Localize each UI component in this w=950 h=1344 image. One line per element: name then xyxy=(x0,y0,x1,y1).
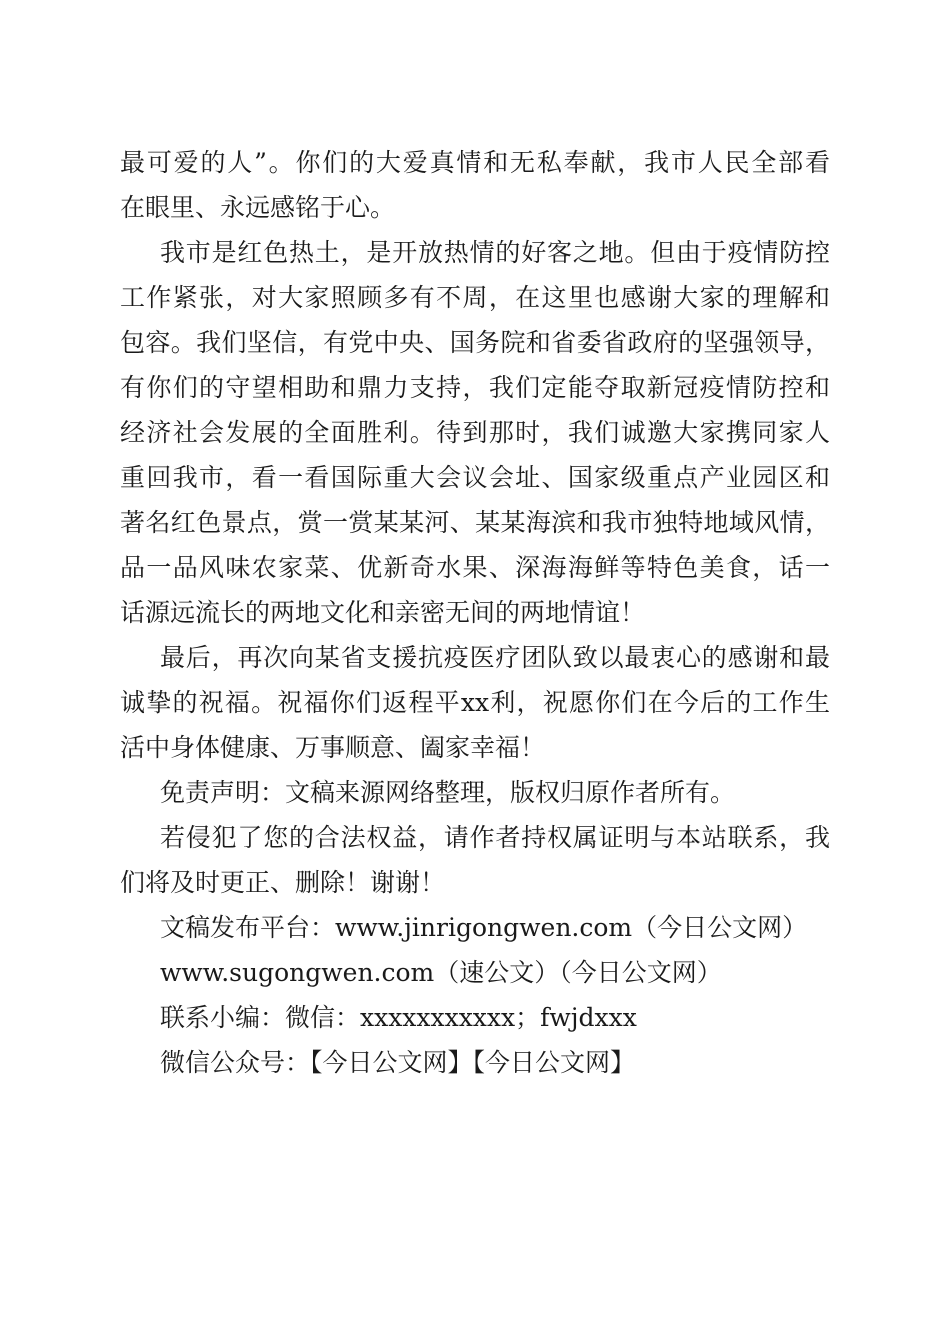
paragraph-3-line-3: 活中身体健康、万事顺意、阖家幸福！ xyxy=(120,733,546,762)
paragraph-2-line-9: 话源远流长的两地文化和亲密无间的两地情谊！ xyxy=(120,598,646,627)
paragraph-2-line-3: 包容。我们坚信，有党中央、国务院和省委省政府的坚强领导， xyxy=(120,328,830,357)
paragraph-2-line-6: 重回我市，看一看国际重大会议会址、国家级重点产业园区和 xyxy=(120,463,830,492)
paragraph-2-line-1: 我市是红色热土，是开放热情的好客之地。但由于疫情防控 xyxy=(160,238,830,267)
paragraph-1-line-2: 在眼里、永远感铭于心。 xyxy=(120,193,396,222)
notice-line-2: 们将及时更正、删除！谢谢！ xyxy=(120,868,446,897)
wechat-account-line: 微信公众号：【今日公文网】【今日公文网】 xyxy=(160,1048,636,1077)
paragraph-1-line-1: 最可爱的人”。你们的大爱真情和无私奉献，我市人民全部看 xyxy=(120,148,830,177)
paragraph-2-line-4: 有你们的守望相助和鼎力支持，我们定能夺取新冠疫情防控和 xyxy=(120,373,830,402)
paragraph-2-line-7: 著名红色景点，赏一赏某某河、某某海滨和我市独特地域风情， xyxy=(120,508,830,537)
platform-line: 文稿发布平台：www.jinrigongwen.com（今日公文网） xyxy=(160,913,808,942)
contact-line: 联系小编：微信：xxxxxxxxxxx；fwjdxxx xyxy=(160,1003,637,1032)
paragraph-2-line-2: 工作紧张，对大家照顾多有不周，在这里也感谢大家的理解和 xyxy=(120,283,830,312)
paragraph-2-line-8: 品一品风味农家菜、优新奇水果、深海海鲜等特色美食，话一 xyxy=(120,553,830,582)
paragraph-2-line-5: 经济社会发展的全面胜利。待到那时，我们诚邀大家携同家人 xyxy=(120,418,830,447)
website-line: www.sugongwen.com（速公文）（今日公文网） xyxy=(160,958,722,987)
paragraph-3-line-1: 最后，再次向某省支援抗疫医疗团队致以最衷心的感谢和最 xyxy=(160,643,830,672)
disclaimer-line: 免责声明：文稿来源网络整理，版权归原作者所有。 xyxy=(160,778,736,807)
notice-line-1: 若侵犯了您的合法权益，请作者持权属证明与本站联系，我 xyxy=(160,823,830,852)
paragraph-3-line-2: 诚挚的祝福。祝福你们返程平xx利，祝愿你们在今后的工作生 xyxy=(120,688,830,717)
